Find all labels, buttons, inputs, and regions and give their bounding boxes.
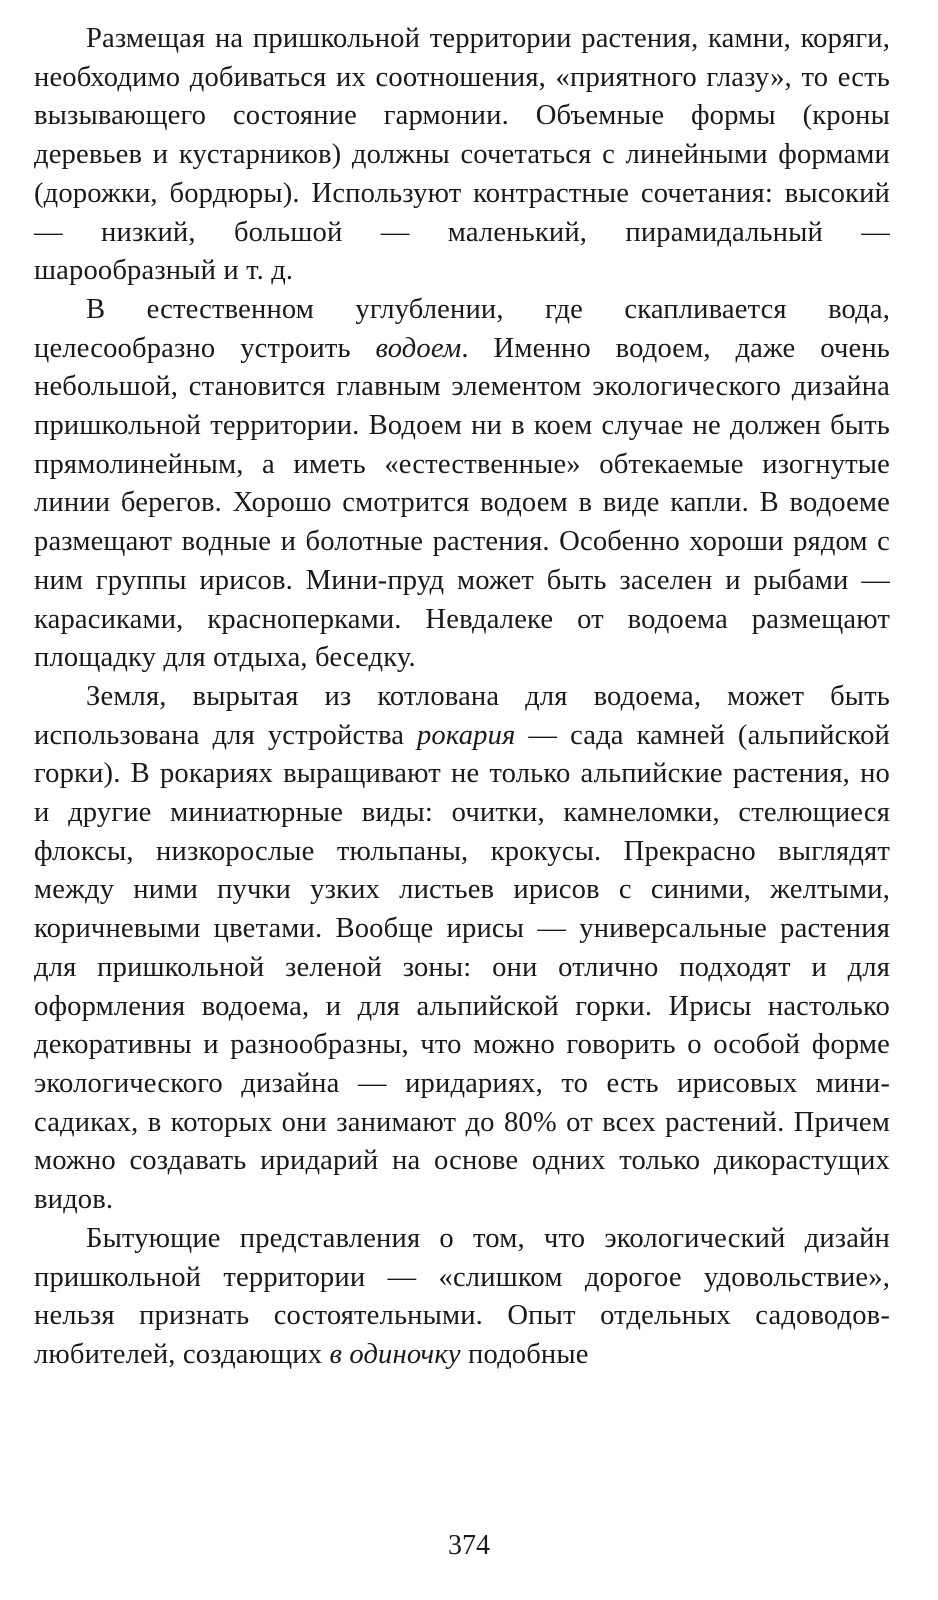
term-rockery: рокария [416, 719, 516, 751]
document-page [34, 20, 890, 1375]
term-alone: в одиночку [329, 1338, 461, 1370]
term-pond: водоем [375, 332, 462, 364]
paragraph-pond [34, 291, 890, 678]
paragraph-3-text-a: Земля, вырытая из котлована для водоема, может быть использована для устройства [34, 680, 890, 751]
paragraph-3-text-b: — сада камней (альпийской горки). В рокариях выращивают не только альпийские растения, но и другие миниатюрные виды: очитки, камнеломки, стелющиеся флоксы, низкорослые тюльпаны, крокусы. Прекрасно выглядят между ними пучки узких листьев ирисов с синими, желтыми, коричневыми цветами. Вообще ирисы — универсальные растения для пришкольной зеленой зоны: они отлично подходят и для оформления водоема, и для альпийской горки. Ирисы настолько декоративны и разнообразны, что можно говорить о особой форме экологического дизайна — иридариях, то есть ирисовых мини-садиках, в которых они занимают до 80% от всех растений. Причем можно создавать иридарий на основе одних только дикорастущих видов. [34, 719, 890, 1216]
paragraph-2-text-b: . Именно водоем, даже очень небольшой, становится главным элементом экологического дизайна пришкольной территории. Водоем ни в коем случае не должен быть прямолинейным, а иметь «естественные» обтекаемые изогнутые линии берегов. Хорошо смотрится водоем в виде капли. В водоеме размещают водные и болотные растения. Особенно хороши рядом с ним группы ирисов. Мини-пруд может быть заселен и рыбами — карасиками, красноперками. Невдалеке от водоема размещают площадку для отдыха, беседку. [34, 332, 890, 674]
paragraph-4-text-a: Бытующие представления о том, что экологический дизайн пришкольной территории — «слишком дорогое удовольствие», нельзя признать состоятельными. Опыт отдельных садоводов-любителей, создающих [34, 1222, 890, 1370]
page-number: 374 [448, 1530, 490, 1561]
paragraph-2-text-a: В естественном углублении, где скапливается вода, целесообразно устроить [34, 293, 890, 364]
paragraph-arrangement [34, 20, 890, 291]
paragraph-rockery [34, 678, 890, 1220]
paragraph-1-text: Размещая на пришкольной территории растения, камни, коряги, необходимо добиваться их соотношения, «приятного глазу», то есть вызывающего состояние гармонии. Объемные формы (кроны деревьев и кустарников) должны сочетаться с линейными формами (дорожки, бордюры). Используют контрастные сочетания: высокий — низкий, большой — маленький, пирамидальный — шарообразный и т. д. [34, 23, 890, 287]
paragraph-cost [34, 1220, 890, 1375]
paragraph-4-text-b: подобные [460, 1338, 589, 1370]
